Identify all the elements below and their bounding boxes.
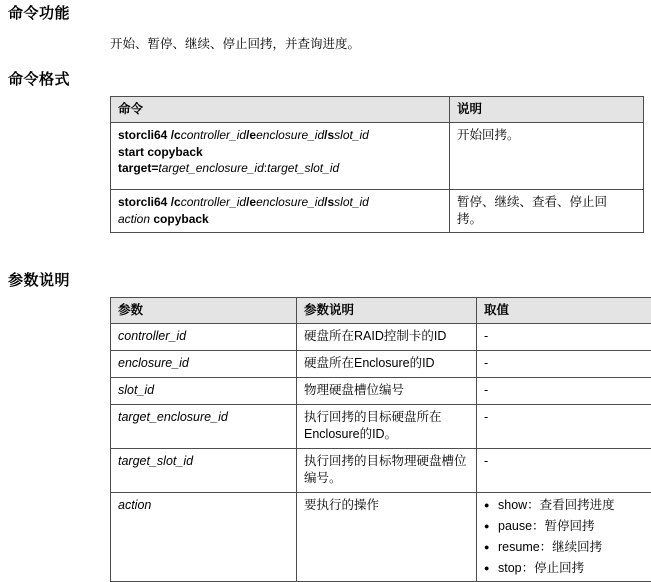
command-description-cell: 开始回拷。 [450,123,644,190]
parameter-row [111,493,651,582]
command-line [118,194,442,211]
value-text: stop：停止回拷 [498,560,584,577]
value-list-item [484,539,649,556]
command-segment: target_slot_id [267,161,339,175]
parameter-description-cell: 硬盘所在Enclosure的ID [297,351,477,378]
command-segment: start copyback [118,145,203,159]
parameter-name-cell: slot_id [111,378,297,405]
column-header-parameter: 参数 [111,298,297,324]
command-format-table [110,96,644,233]
parameter-row [111,449,651,493]
parameter-name-cell: target_slot_id [111,449,297,493]
parameter-value-cell: - [477,405,651,449]
command-row [111,190,644,233]
value-list-item [484,518,649,535]
command-segment: storcli64 /c [118,128,181,142]
command-segment: /e [246,128,256,142]
parameter-description-cell: 要执行的操作 [297,493,477,582]
command-segment: action [118,212,150,226]
command-description-cell: 暂停、继续、查看、停止回拷。 [450,190,644,233]
bullet-icon: ● [484,539,498,556]
command-segment: copyback [150,212,209,226]
command-segment: /e [246,195,256,209]
value-text: resume：继续回拷 [498,539,602,556]
parameter-value-cell: - [477,449,651,493]
command-segment: slot_id [334,128,369,142]
parameter-table [110,297,651,582]
bullet-icon: ● [484,497,498,514]
bullet-icon: ● [484,560,498,577]
bullet-icon: ● [484,518,498,535]
value-list-item [484,560,649,577]
command-cell [111,123,450,190]
command-segment: storcli64 /c [118,195,181,209]
command-segment: slot_id [334,195,369,209]
command-segment: controller_id [181,195,246,209]
command-segment: enclosure_id [256,128,324,142]
parameter-header-row [111,298,651,324]
command-segment: enclosure_id [256,195,324,209]
command-segment: : [264,161,267,175]
command-segment: controller_id [181,128,246,142]
column-header-parameter-description: 参数说明 [297,298,477,324]
parameter-row [111,351,651,378]
command-row [111,123,644,190]
parameter-name-cell: controller_id [111,324,297,351]
command-segment: target= [118,161,158,175]
parameter-description-cell: 物理硬盘槽位编号 [297,378,477,405]
column-header-command: 命令 [111,97,450,123]
parameter-value-cell: - [477,324,651,351]
value-text: show：查看回拷进度 [498,497,615,514]
section-heading-command-function: 命令功能 [8,4,643,23]
value-text: pause：暂停回拷 [498,518,595,535]
parameter-row [111,378,651,405]
parameter-description-cell: 硬盘所在RAID控制卡的ID [297,324,477,351]
parameter-description-cell: 执行回拷的目标硬盘所在Enclosure的ID。 [297,405,477,449]
column-header-description: 说明 [450,97,644,123]
parameter-name-cell: enclosure_id [111,351,297,378]
command-line [118,127,442,144]
parameter-row [111,405,651,449]
command-format-header-row [111,97,644,123]
command-line [118,160,442,177]
column-header-value: 取值 [477,298,651,324]
parameter-name-cell: action [111,493,297,582]
value-list [484,497,649,577]
command-line [118,211,442,228]
command-line [118,144,442,161]
section-heading-parameter-description: 参数说明 [8,271,643,290]
parameter-value-cell: - [477,378,651,405]
value-list-item [484,497,649,514]
parameter-value-cell [477,493,651,582]
command-segment: /s [324,128,334,142]
command-segment: /s [324,195,334,209]
parameter-value-cell: - [477,351,651,378]
section-heading-command-format: 命令格式 [8,70,643,89]
command-function-text: 开始、暂停、继续、停止回拷，并查询进度。 [110,36,643,53]
parameter-row [111,324,651,351]
command-cell [111,190,450,233]
parameter-name-cell: target_enclosure_id [111,405,297,449]
command-segment: target_enclosure_id [158,161,263,175]
parameter-description-cell: 执行回拷的目标物理硬盘槽位编号。 [297,449,477,493]
